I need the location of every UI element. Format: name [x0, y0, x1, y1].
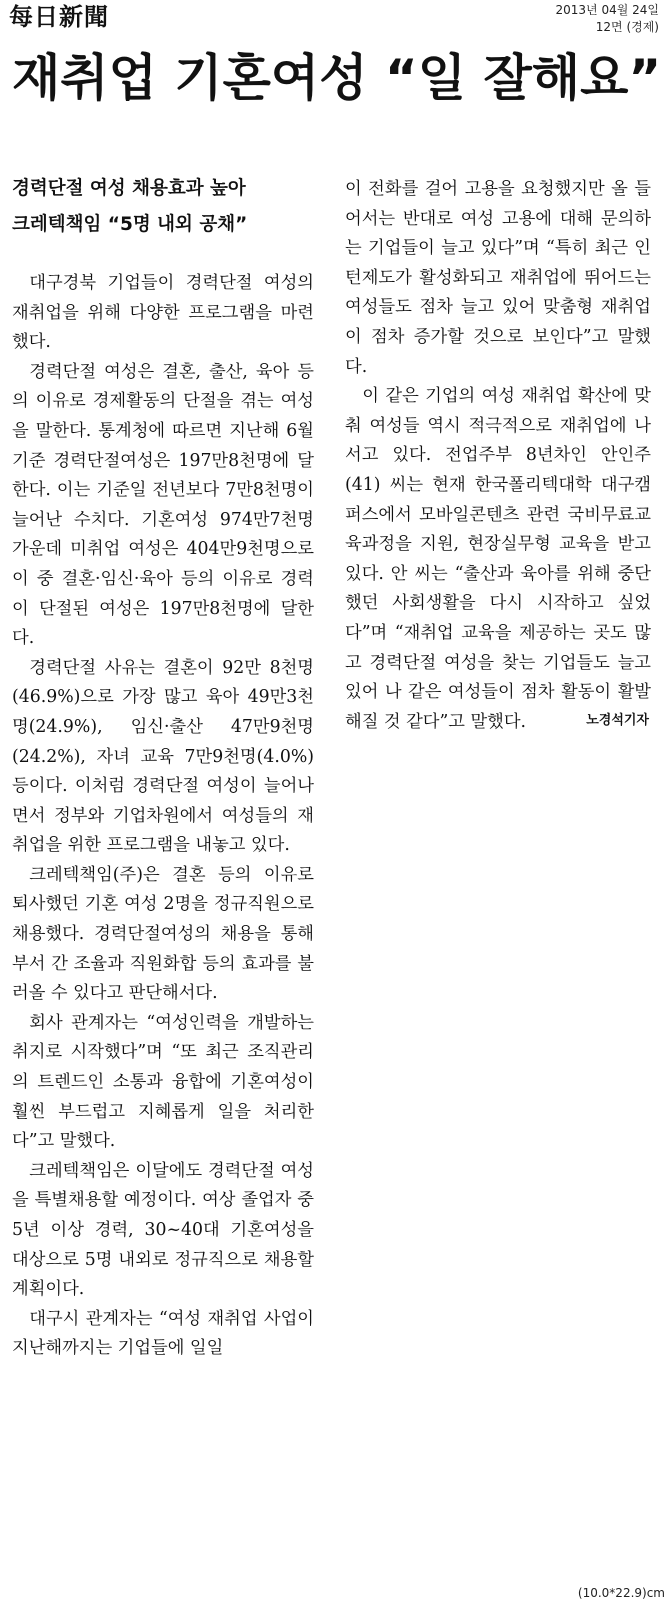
paragraph: 경력단절 여성은 결혼, 출산, 육아 등의 이유로 경제활동의 단절을 겪는 여성을 말한다. 통계청에 따르면 지난해 6월 기준 경력단절여성은 197만8천명에 달한다. 이는 기준일 전년보다 7만8천명이 늘어난 수치다. 기혼여성 974만7천명 가운데 미취업 여성은 404만9천명으로 이 중 결혼·임신·육아 등의 이유로 경력이 단절된 여성은 197만8천명에 달한다.: [12, 361, 314, 649]
paragraph: 대구시 관계자는 “여성 재취업 사업이 지난해까지는 기업들에 일일: [12, 1308, 314, 1359]
clipping-size-note: (10.0*22.9)cm: [577, 1586, 665, 1600]
paragraph: 경력단절 사유는 결혼이 92만 8천명(46.9%)으로 가장 많고 육아 49만3천명(24.9%), 임신·출산 47만9천명(24.2%), 자녀 교육 7만9천명(4.0%) 등이다. 이처럼 경력단절 여성이 늘어나면서 정부와 기업차원에서 여성들의 재취업을 위한 프로그램을 내놓고 있다.: [12, 657, 314, 856]
article-column-right: [345, 175, 651, 731]
newspaper-masthead: 每日新聞: [9, 2, 109, 31]
paragraph: 이 같은 기업의 여성 재취업 확산에 맞춰 여성들 역시 적극적으로 재취업에 나서고 있다. 전업주부 8년차인 안인주(41) 씨는 현재 한국폴리텍대학 대구캠퍼스에서 모바일콘텐츠 관련 국비무료교육과정을 지원, 현장실무형 교육을 받고 있다. 안 씨는 “출산과 육아를 위해 중단했던 사회생활을 다시 시작하고 싶었다”며 “재취업 교육을 제공하는 곳도 많고 경력단절 여성을 찾는 기업들도 늘고 있어 나 같은 여성들이 점차 활동이 활발해질 것 같다”고 말했다.: [345, 386, 651, 732]
subheadline-1: 경력단절 여성 채용효과 높아: [12, 178, 246, 199]
paragraph: 회사 관계자는 “여성인력을 개발하는 취지로 시작했다”며 “또 최근 조직관리의 트렌드인 소통과 융합에 기혼여성이 훨씬 부드럽고 지혜롭게 일을 처리한다”고 말했다.: [12, 1012, 314, 1152]
article-column-left: [12, 175, 314, 1364]
publication-date: 2013년 04월 24일: [555, 3, 659, 17]
paragraph: 크레텍책임은 이달에도 경력단절 여성을 특별채용할 예정이다. 여상 졸업자 중 5년 이상 경력, 30~40대 기혼여성을 대상으로 5명 내외로 정규직으로 채용할 계획이다.: [12, 1160, 314, 1300]
page-section: 12면 (경제): [595, 20, 659, 34]
paragraph: 크레텍책임(주)은 결혼 등의 이유로 퇴사했던 기혼 여성 2명을 정규직원으로 채용했다. 경력단절여성의 채용을 통해 부서 간 조율과 직원화합 등의 효과를 불러올 수 있다고 판단해서다.: [12, 864, 314, 1004]
paragraph: 이 전화를 걸어 고용을 요청했지만 올 들어서는 반대로 여성 고용에 대해 문의하는 기업들이 늘고 있다”며 “특히 최근 인턴제도가 활성화되고 재취업에 뛰어드는 여성들도 점차 늘고 있어 맞춤형 재취업이 점차 증가할 것으로 보인다”고 말했다.: [345, 179, 651, 377]
paragraph: 대구경북 기업들이 경력단절 여성의 재취업을 위해 다양한 프로그램을 마련했다.: [12, 273, 314, 353]
dateline: [556, 2, 659, 36]
reporter-byline: 노경석기자: [586, 713, 649, 729]
subheadline-block: [12, 175, 314, 239]
subheadline-2: 크레텍책임 “5명 내외 공채”: [12, 214, 248, 235]
article-headline: 재취업 기혼여성 “일 잘해요”: [12, 49, 662, 107]
